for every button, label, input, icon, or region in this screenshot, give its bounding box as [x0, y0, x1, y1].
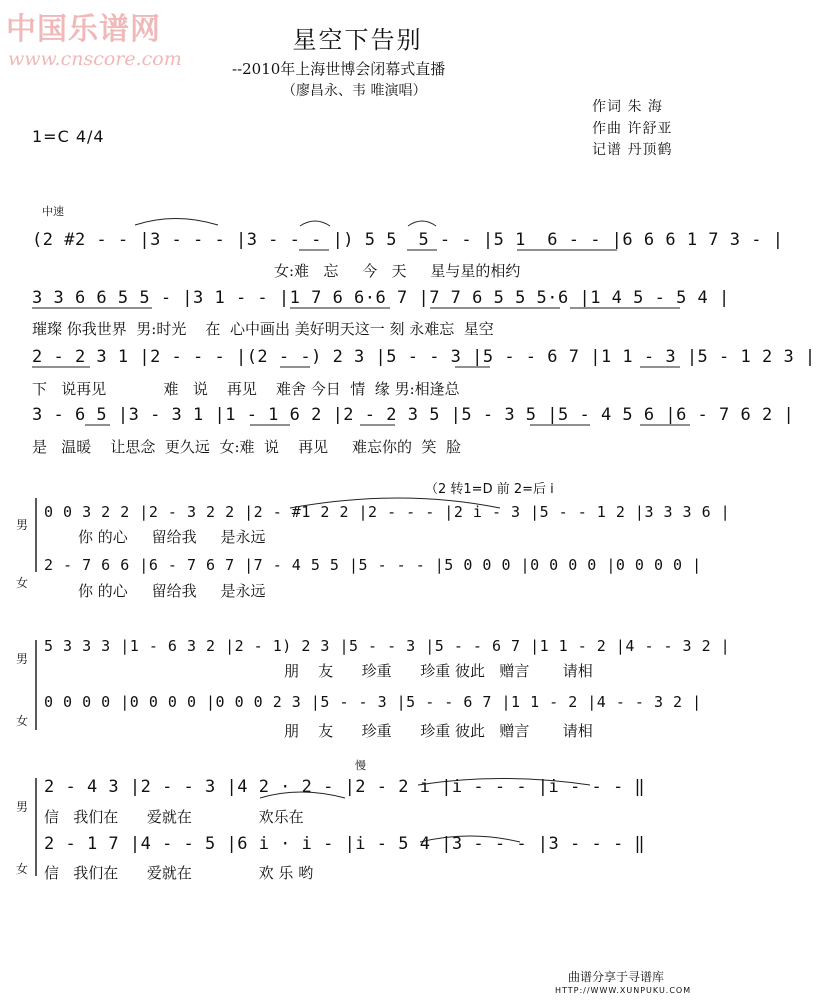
watermark-site-name: 中国乐谱网	[6, 12, 161, 47]
system-3-male-lyrics: 信 我们在 爱就在 欢乐在	[44, 808, 304, 826]
score-line-4-lyrics: 是 温暖 让思念 更久远 女:难 说 再见 难忘你的 笑 脸	[32, 438, 462, 456]
female-part-label-2: 女	[16, 714, 29, 728]
system-1-female-notes: 2 - 7 6 6 |6 - 7 6 7 |7 - 4 5 5 |5 - - - |5 0 0 0 |0 0 0 0 |0 0 0 0 |	[44, 556, 702, 574]
modulation-note: （2 转1=D 前 2=后 i	[425, 482, 554, 497]
score-line-2-lyrics: 璀璨 你我世界 男:时光 在 心中画出 美好明天这一 刻 永难忘 星空	[32, 320, 494, 338]
score-line-3-notes: 2 - 2 3 1 |2 - - - |(2 - -) 2 3 |5 - - 3 |5 - - 6 7 |1 1 - 3 |5 - 1 2 3 |	[32, 347, 816, 367]
score-line-2-notes: 3 3 6 6 5 5 - |3 1 - - |1 7 6 6·6 7 |7 7 6 5 5 5·6 |1 4 5 - 5 4 |	[32, 288, 730, 308]
male-part-label-2: 男	[16, 652, 29, 666]
system-3-female-lyrics: 信 我们在 爱就在 欢 乐 哟	[44, 864, 314, 882]
system-2-female-notes: 0 0 0 0 |0 0 0 0 |0 0 0 2 3 |5 - - 3 |5 - - 6 7 |1 1 - 2 |4 - - 3 2 |	[44, 693, 702, 711]
tempo-marking: 中速	[42, 205, 64, 218]
system-1-male-lyrics: 你 的心 留给我 是永远	[78, 528, 266, 546]
score-line-1-lyrics: 女:难 忘 今 天 星与星的相约	[274, 262, 521, 280]
lyricist-credit: 作词 朱 海	[592, 99, 663, 115]
composer-credit: 作曲 许舒亚	[592, 121, 673, 137]
footer-share-text: 曲谱分享于寻谱库	[568, 970, 665, 984]
song-title: 星空下告别	[292, 26, 423, 54]
score-line-1-notes: (2 #2 - - |3 - - - |3 - - - |) 5 5 5 - - |5 1 6 - - |6 6 6 1 7 3 - |	[32, 230, 784, 250]
female-part-label: 女	[16, 576, 29, 590]
slow-marking: 慢	[355, 759, 366, 772]
score-line-3-lyrics: 下 说再见 难 说 再见 难舍 今日 情 缘 男:相逢总	[32, 380, 460, 398]
system-2-female-lyrics: 朋 友 珍重 珍重 彼此 赠言 请相	[284, 722, 593, 740]
footer-url[interactable]: HTTP://WWW.XUNPUKU.COM	[555, 986, 692, 995]
key-and-time-signature: 1=C 4/4	[32, 127, 105, 146]
system-2-male-notes: 5 3 3 3 |1 - 6 3 2 |2 - 1) 2 3 |5 - - 3 |5 - - 6 7 |1 1 - 2 |4 - - 3 2 |	[44, 637, 731, 655]
male-part-label: 男	[16, 518, 29, 532]
watermark-site-url: www.cnscore.com	[8, 48, 182, 70]
system-3-female-notes: 2 - 1 7 |4 - - 5 |6 i · i - |i - 5 4 |3 - - - |3 - - - ‖	[44, 834, 646, 854]
system-1-female-lyrics: 你 的心 留给我 是永远	[78, 582, 266, 600]
song-subtitle: --2010年上海世博会闭幕式直播	[232, 60, 446, 78]
transcriber-credit: 记谱 丹顶鹤	[592, 142, 673, 158]
system-3-male-notes: 2 - 4 3 |2 - - 3 |4 2 · 2 - |2 - 2 i |i - - - |i - - - ‖	[44, 777, 646, 797]
system-2-male-lyrics: 朋 友 珍重 珍重 彼此 赠言 请相	[284, 662, 593, 680]
female-part-label-3: 女	[16, 862, 29, 876]
male-part-label-3: 男	[16, 800, 29, 814]
singers: （廖昌永、韦 唯演唱）	[282, 83, 427, 99]
score-line-4-notes: 3 - 6 5 |3 - 3 1 |1 - 1 6 2 |2 - 2 3 5 |5 - 3 5 |5 - 4 5 6 |6 - 7 6 2 |	[32, 405, 795, 425]
system-1-male-notes: 0 0 3 2 2 |2 - 3 2 2 |2 - #1 2 2 |2 - - - |2 i - 3 |5 - - 1 2 |3 3 3 6 |	[44, 503, 731, 521]
